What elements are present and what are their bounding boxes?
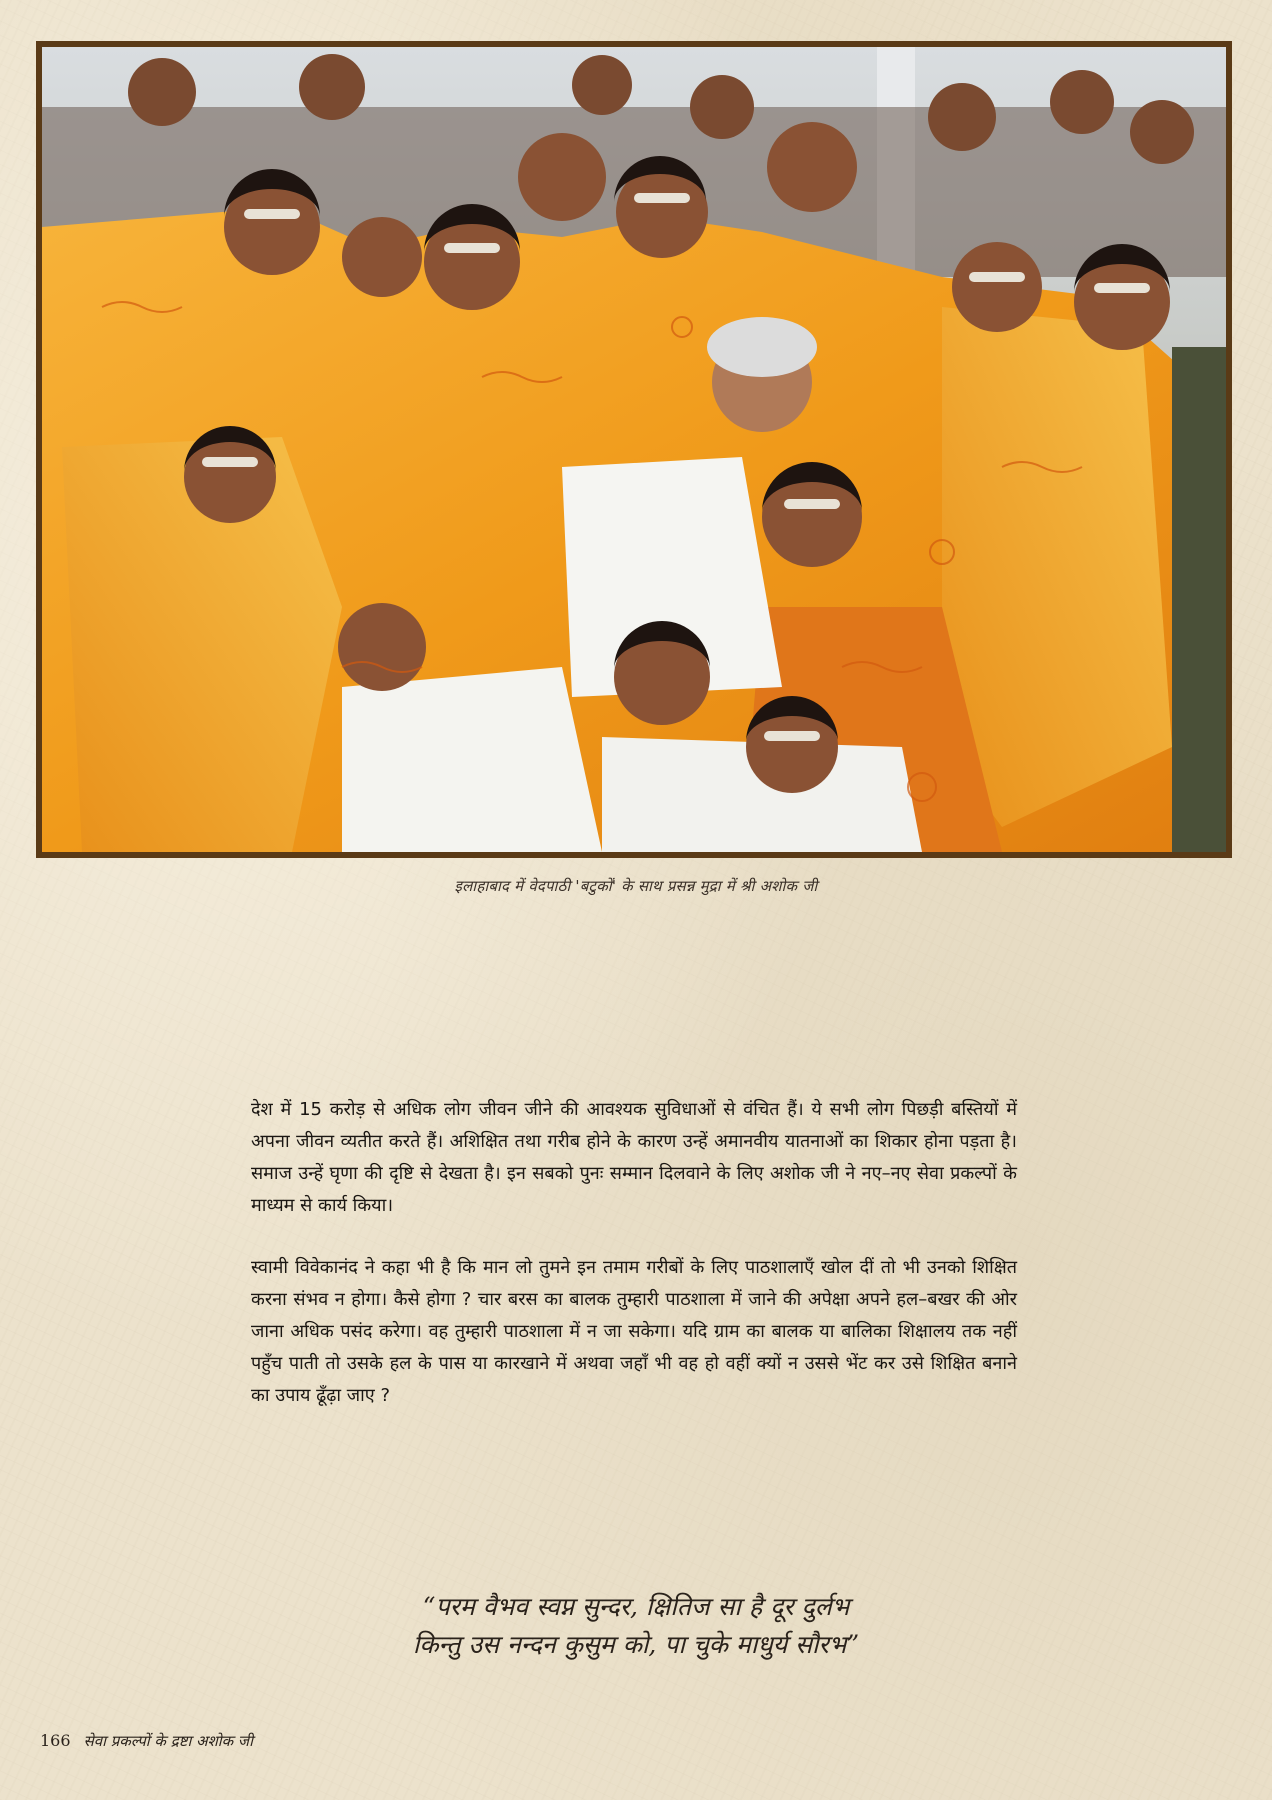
page-footer bbox=[40, 1731, 253, 1751]
article-body bbox=[251, 1094, 1017, 1442]
paragraph-1: देश में 15 करोड़ से अधिक लोग जीवन जीने की आवश्यक सुविधाओं से वंचित हैं। ये सभी लोग पिछड़ी बस्तियों में अपना जीवन व्यतीत करते हैं। अशिक्षित तथा गरीब होने के कारण उन्हें अमानवीय यातनाओं का शिकार होना पड़ता है। समाज उन्हें घृणा की दृष्टि से देखता है। इन सबको पुनः सम्मान दिलवाने के लिए अशोक जी ने नए–नए सेवा प्रकल्पों के माध्यम से कार्य किया। bbox=[251, 1099, 1017, 1216]
book-title: सेवा प्रकल्पों के द्रष्टा अशोक जी bbox=[83, 1732, 253, 1750]
group-photo-image bbox=[42, 47, 1226, 852]
quote-line-2: किन्तु उस नन्दन कुसुम को, पा चुके माधुर्य सौरभ” bbox=[412, 1630, 860, 1659]
paragraph-2: स्वामी विवेकानंद ने कहा भी है कि मान लो तुमने इन तमाम गरीबों के लिए पाठशालाएँ खोल दीं तो भी उनको शिक्षित करना संभव न होगा। कैसे होगा ? चार बरस का बालक तुम्हारी पाठशाला में जाने की अपेक्षा अपने हल–बखर की ओर जाना अधिक पसंद करेगा। वह तुम्हारी पाठशाला में न जा सकेगा। यदि ग्राम का बालक या बालिका शिक्षालय तक नहीं पहुँच पाती तो उसके हल के पास या कारखाने में अथवा जहाँ भी वह हो वहीं क्यों न उससे भेंट कर उसे शिक्षित बनाने का उपाय ढूँढ़ा जाए ? bbox=[251, 1257, 1017, 1406]
photo-caption: इलाहाबाद में वेदपाठी 'बटुकों' के साथ प्रसन्न मुद्रा में श्री अशोक जी bbox=[454, 877, 818, 895]
quote-line-1: “परम वैभव स्वप्न सुन्दर, क्षितिज सा है दूर दुर्लभ bbox=[422, 1592, 850, 1621]
group-photo bbox=[36, 41, 1232, 858]
page-number: 166 bbox=[40, 1731, 71, 1750]
pull-quote bbox=[0, 1588, 1272, 1664]
